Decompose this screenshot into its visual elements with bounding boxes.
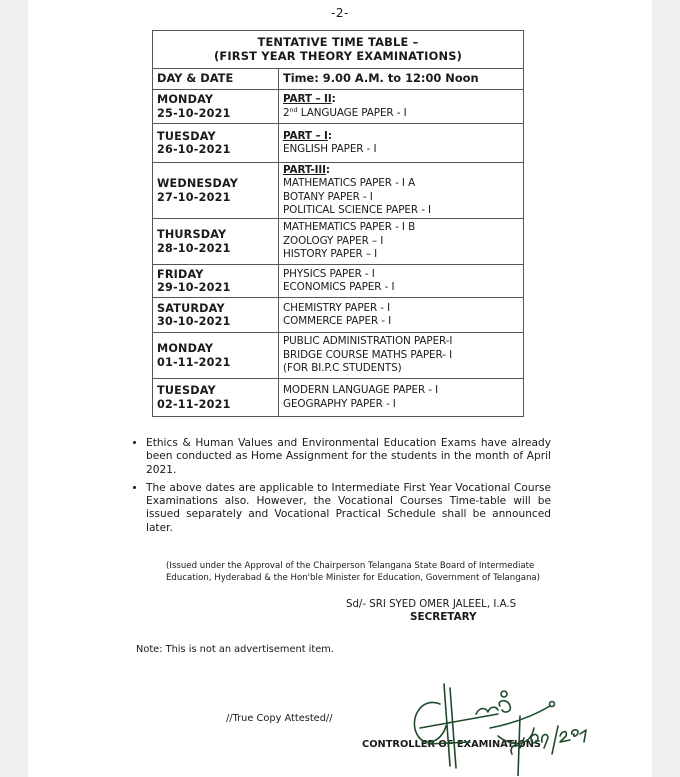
title-line-2: (FIRST YEAR THEORY EXAMINATIONS): [213, 48, 463, 63]
row-day: WEDNESDAY: [157, 177, 239, 191]
table-row: MONDAY 25-10-2021 PART – II: 2nd LANGUAGE PAPER - I: [153, 90, 524, 124]
part-label: PART-III: [283, 163, 326, 176]
page-number: -2-: [331, 6, 349, 20]
table-row: TUESDAY 26-10-2021 PART – I: ENGLISH PAPER - I: [153, 124, 524, 163]
subject: ENGLISH PAPER - I: [283, 143, 377, 155]
note-item: • The above dates are applicable to Intermediate First Year Vocational Course Examinations also. However, the Vocational Courses Time-table will be issued separately and Vocational Practical Schedule shall be announced later.: [146, 482, 551, 535]
title-line-1: TENTATIVE TIME TABLE –: [257, 35, 419, 50]
table-row: [153, 333, 524, 379]
signatory-name: Sd/- SRI SYED OMER JALEEL, I.A.S: [346, 599, 517, 610]
subject: MODERN LANGUAGE PAPER - I: [283, 384, 439, 397]
row-date: 29-10-2021: [157, 281, 231, 294]
row-day: MONDAY: [157, 342, 214, 356]
subject: (FOR BI.P.C STUDENTS): [283, 362, 402, 375]
row-date: 30-10-2021: [157, 315, 231, 328]
table-row: [153, 379, 524, 417]
part-label: PART – I: [283, 129, 328, 142]
part-label: PART – II: [283, 93, 332, 106]
subject: ECONOMICS PAPER - I: [283, 281, 395, 293]
subject: BRIDGE COURSE MATHS PAPER- I: [283, 348, 453, 361]
subject: BOTANY PAPER - I: [283, 190, 373, 203]
signature-icon: [400, 676, 590, 776]
subject: CHEMISTRY PAPER - I: [283, 301, 391, 314]
row-date: 28-10-2021: [157, 241, 231, 255]
advertisement-note: Note: This is not an advertisement item.: [136, 644, 334, 655]
row-date: 02-11-2021: [157, 397, 231, 411]
timetable-title: [153, 31, 524, 69]
document-page: [28, 0, 652, 777]
header-time: Time: 9.00 A.M. to 12:00 Noon: [279, 69, 524, 90]
table-row: [153, 265, 524, 298]
table-row: [153, 219, 524, 265]
row-day: FRIDAY: [157, 267, 204, 281]
subject: COMMERCE PAPER - I: [283, 315, 392, 327]
row-day: SATURDAY: [157, 301, 225, 315]
subject: PHYSICS PAPER - I: [283, 267, 375, 280]
controller-title: CONTROLLER OF EXAMINATIONS: [362, 739, 541, 750]
note-item: • Ethics & Human Values and Environmental Education Exams have already been conducted as Home Assignment for the students in the month of April 2021.: [146, 437, 551, 477]
subject: POLITICAL SCIENCE PAPER - I: [283, 203, 432, 216]
row-date: 25-10-2021: [157, 106, 231, 120]
issued-under-text: (Issued under the Approval of the Chairperson Telangana State Board of Intermediate Education, Hyderabad & the Hon'ble Minister for Education, Government of Telangana): [166, 561, 541, 583]
header-day-date: DAY & DATE: [153, 69, 279, 90]
subject: MATHEMATICS PAPER - I A: [283, 177, 416, 190]
true-copy-attested: //True Copy Attested//: [226, 713, 333, 724]
subject: PUBLIC ADMINISTRATION PAPER-I: [283, 335, 453, 348]
notes-list: [131, 437, 551, 540]
row-day: THURSDAY: [157, 228, 227, 242]
row-date: 27-10-2021: [157, 190, 231, 204]
row-day: MONDAY: [157, 93, 214, 107]
table-row: WEDNESDAY 27-10-2021 PART-III: MATHEMATICS PAPER - I A BOTANY PAPER - I POLITICAL SCIENCE PAPER - I: [153, 163, 524, 219]
table-row: [153, 298, 524, 333]
row-date: 01-11-2021: [157, 355, 231, 369]
timetable: [152, 30, 524, 417]
row-date: 26-10-2021: [157, 143, 231, 156]
subject: ZOOLOGY PAPER – I: [283, 234, 384, 247]
subject: MATHEMATICS PAPER - I B: [283, 221, 416, 234]
subject: GEOGRAPHY PAPER - I: [283, 397, 396, 410]
row-day: TUESDAY: [157, 129, 216, 143]
row-day: TUESDAY: [157, 384, 216, 398]
subject: HISTORY PAPER – I: [283, 248, 378, 261]
subject: 2nd LANGUAGE PAPER - I: [283, 105, 407, 119]
signatory-designation: SECRETARY: [410, 611, 477, 623]
